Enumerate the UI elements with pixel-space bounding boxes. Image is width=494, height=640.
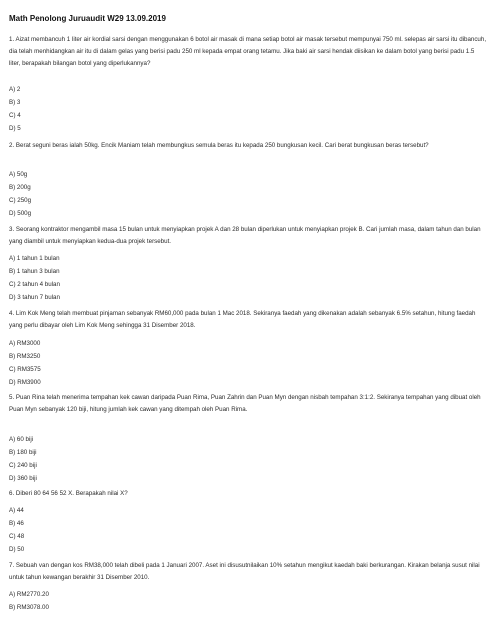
question-2-option-a: A) 50g bbox=[9, 171, 28, 178]
question-6-option-c: C) 48 bbox=[9, 533, 25, 540]
question-2-option-b: B) 200g bbox=[9, 184, 31, 191]
question-7-option-b: B) RM3078.00 bbox=[9, 604, 49, 611]
question-3-option-d: D) 3 tahun 7 bulan bbox=[9, 294, 60, 301]
question-7-text: 7. Sebuah van dengan kos RM38,000 telah dibeli pada 1 Januari 2007. Aset ini disusutnilaikan 10% setahun mengikut kaedah baki berkurangan. Kirakan belanja susut nilai untuk tahun kewangan berakhir 31 Disember 2010. bbox=[9, 562, 480, 582]
question-1-text: 1. Aizat membancuh 1 liter air kordial sarsi dengan menggunakan 6 botol air masak di mana setiap botol air masak tersebut mempunyai 750 ml. selepas air sarsi itu dibancuh, dia telah menhidangkan air itu di dalam gelas yang berisi padu 250 ml kepada empat orang tetamu. Jika baki air sarsi hendak diisikan ke dalam botol yang berisi padu 1.5 liter, berapakah bilangan botol yang diperlukannya? bbox=[9, 36, 487, 68]
question-1-option-d: D) 5 bbox=[9, 125, 21, 132]
question-5-text: 5. Puan Rina telah menerima tempahan kek cawan daripada Puan Rima, Puan Zahrin dan Puan Myn dengan nisbah tempahan 3:1:2. Sekiranya tempahan yang dibuat oleh Puan Myn sebanyak 120 biji, hitung jumlah kek cawan yang ditempah oleh Puan Rima. bbox=[9, 394, 481, 414]
question-4-option-a: A) RM3000 bbox=[9, 340, 41, 347]
question-5-option-d: D) 360 biji bbox=[9, 475, 37, 482]
question-4-option-c: C) RM3575 bbox=[9, 366, 41, 373]
question-3-option-b: B) 1 tahun 3 bulan bbox=[9, 268, 60, 275]
question-3-option-a: A) 1 tahun 1 bulan bbox=[9, 255, 60, 262]
question-4-option-b: B) RM3250 bbox=[9, 353, 41, 360]
question-2-option-c: C) 250g bbox=[9, 197, 32, 204]
question-5-option-b: B) 180 biji bbox=[9, 449, 37, 456]
question-4-option-d: D) RM3900 bbox=[9, 379, 41, 386]
question-6-option-d: D) 50 bbox=[9, 546, 25, 553]
question-2-option-d: D) 500g bbox=[9, 210, 32, 217]
question-7-option-a: A) RM2770.20 bbox=[9, 591, 49, 598]
question-4-text: 4. Lim Kok Meng telah membuat pinjaman sebanyak RM60,000 pada bulan 1 Mac 2018. Sekiranya faedah yang dikenakan adalah sebanyak 6.5% setahun, hitung faedah yang perlu dibayar oleh Lim Kok Meng sehingga 31 Disember 2018. bbox=[9, 310, 476, 330]
question-2-text: 2. Berat seguni beras ialah 50kg. Encik Maniam telah membungkus semula beras itu kepada 250 bungkusan kecil. Cari berat bungkusan beras tersebut? bbox=[9, 142, 429, 149]
question-3-option-c: C) 2 tahun 4 bulan bbox=[9, 281, 60, 288]
question-6-option-b: B) 46 bbox=[9, 520, 24, 527]
question-1-option-a: A) 2 bbox=[9, 86, 21, 93]
question-6-option-a: A) 44 bbox=[9, 507, 24, 514]
question-1-option-c: C) 4 bbox=[9, 112, 21, 119]
document-title: Math Penolong Juruaudit W29 13.09.2019 bbox=[9, 14, 166, 23]
question-1-option-b: B) 3 bbox=[9, 99, 21, 106]
question-3-text: 3. Seorang kontraktor mengambil masa 15 bulan untuk menyiapkan projek A dan 28 bulan diperlukan untuk menyiapkan projek B. Cari jumlah masa, dalam tahun dan bulan yang diambil untuk menyiapkan kedua-dua projek tersebut. bbox=[9, 226, 481, 246]
question-6-text: 6. Diberi 80 64 56 52 X. Berapakah nilai X? bbox=[9, 490, 128, 497]
question-5-option-a: A) 60 biji bbox=[9, 436, 34, 443]
question-5-option-c: C) 240 biji bbox=[9, 462, 37, 469]
